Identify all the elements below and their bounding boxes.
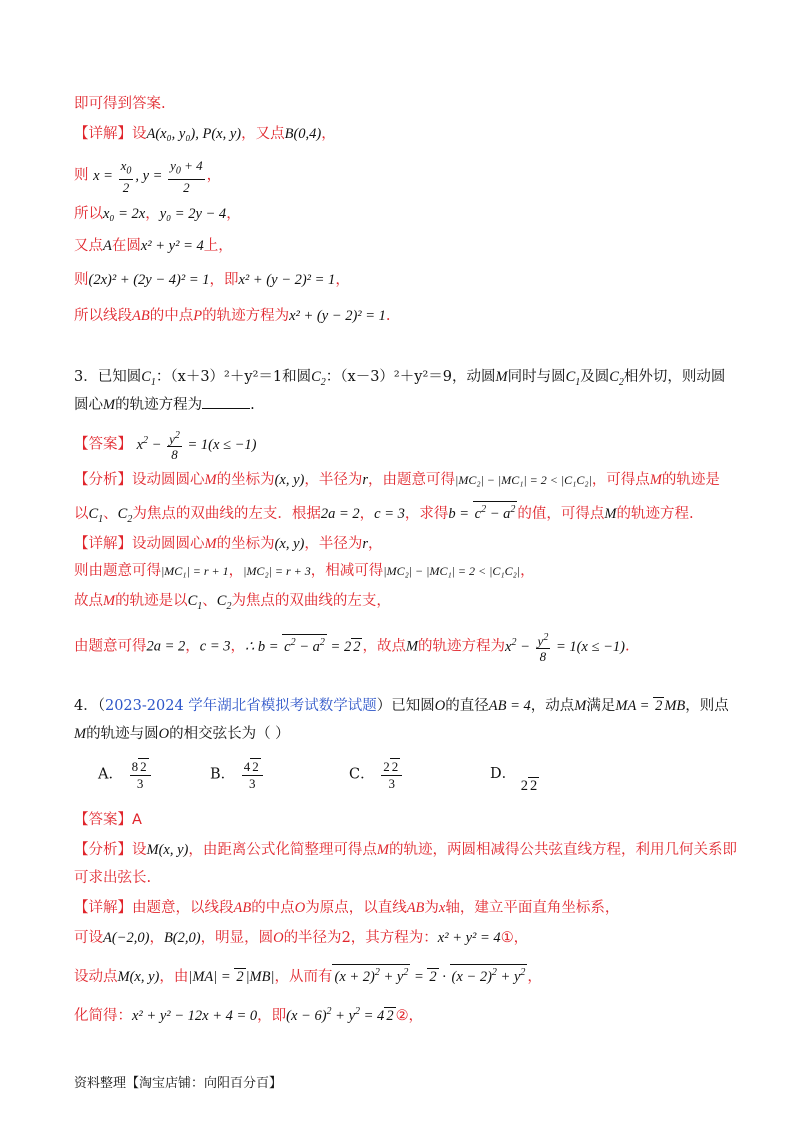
text: 上， xyxy=(203,238,233,254)
text: 的坐标为 xyxy=(216,472,275,488)
math-var: A xyxy=(103,238,112,254)
choice-label: C． xyxy=(349,766,375,783)
text: ，则点 xyxy=(685,698,729,714)
q4-detail-line-1 xyxy=(74,898,619,918)
choice-d[interactable] xyxy=(490,762,539,794)
math-condition: MA = 2 MB xyxy=(615,698,686,714)
text: 轴，建立平面直角坐标系， xyxy=(445,900,620,916)
text: ，故点 xyxy=(362,638,406,655)
text: 化简得： xyxy=(74,1007,132,1024)
math-var: M xyxy=(204,536,217,552)
text: 设动点 xyxy=(74,968,118,985)
math-var: $C_1$ xyxy=(565,369,581,388)
text: ， xyxy=(520,563,535,579)
text: 相外切，则动圆 xyxy=(623,369,726,385)
text: 设动圆圆心 xyxy=(132,536,205,552)
text: ①， xyxy=(500,930,529,946)
text: ，由距离公式化简整理可得点 xyxy=(188,842,377,858)
math-coord: (x, y) xyxy=(274,472,305,488)
math-coord: M(x, y) xyxy=(146,842,189,858)
math-midpoint-formula: x = $\frac{x_0}{2}$ , y = $\frac{y_0 + 4}{2}$ xyxy=(93,158,203,195)
choice-c-value: $\frac{2 2}{3}$ xyxy=(381,758,402,791)
text: 同时与圆 xyxy=(507,369,566,385)
text: 及圆 xyxy=(580,369,610,385)
text: ， xyxy=(226,206,241,222)
analysis-tag: 【分析】 xyxy=(74,472,132,488)
detail-tag: 【详解】 xyxy=(74,536,132,552)
text: ，即 xyxy=(257,1007,287,1024)
q3-analysis-line-2 xyxy=(74,501,694,530)
text: 可求出弦长. xyxy=(74,870,152,886)
text: 为原点，以直线 xyxy=(305,900,407,916)
math-2a: 2a = 2 xyxy=(146,638,186,655)
text: ， xyxy=(206,167,222,184)
text: 满足 xyxy=(586,698,616,714)
detail-line-2 xyxy=(74,158,221,195)
math-var: $C_1$ xyxy=(88,505,104,525)
choice-c[interactable] xyxy=(349,758,404,791)
math-y0: y₀ = 2y − 4 xyxy=(159,206,227,222)
text: ， xyxy=(335,272,350,288)
math-var: r xyxy=(362,536,369,552)
q3-detail-line-2 xyxy=(74,561,535,581)
math-var: M xyxy=(103,593,116,609)
math-var: M xyxy=(574,698,587,714)
text: 的轨迹方程为 xyxy=(202,308,290,324)
choice-b[interactable] xyxy=(210,758,265,791)
text: 为焦点的双曲线的左支， xyxy=(231,593,391,609)
q3-detail-line-4 xyxy=(74,630,630,664)
choice-b-value: $\frac{4 2}{3}$ xyxy=(242,758,263,791)
q3-detail-line-3 xyxy=(74,591,391,617)
text: ，可得点 xyxy=(591,472,650,488)
text: 已知圆 xyxy=(391,698,435,714)
math-locus: $x^2$ − $\frac{y^2}{8}$ = 1(x ≤ −1) xyxy=(505,632,625,665)
detail-line-1 xyxy=(74,124,336,144)
math-b-value: ∴ $b = c^2 - a^2 = 2$ 2 xyxy=(245,639,362,655)
math-var: M xyxy=(495,369,508,385)
math-var: P xyxy=(193,308,203,324)
math-var: M xyxy=(649,472,662,488)
text: ，半径为 xyxy=(304,536,363,552)
text: 的值，可得点 xyxy=(517,505,605,522)
text: ：（x＋3）²＋y²＝1和圆 xyxy=(155,369,312,385)
q4-detail-line-2 xyxy=(74,928,528,948)
detail-line-3 xyxy=(74,204,241,224)
text: 的直径 xyxy=(445,698,489,714)
math-point-b: B(2,0) xyxy=(163,930,201,946)
math-c: c = 3 xyxy=(199,638,231,655)
text: ，又点 xyxy=(241,126,285,142)
math-result: x² + (y − 2)² = 1 xyxy=(238,272,336,288)
text: 为 xyxy=(424,900,439,916)
math-mc2: |MC₂| = r + 3 xyxy=(243,564,311,578)
math-circle-o: x² + y² = 4 xyxy=(437,930,501,946)
choice-a-value: $\frac{8 2}{3}$ xyxy=(130,758,151,791)
text: 的轨迹是 xyxy=(661,472,720,488)
text: 、 xyxy=(202,593,217,609)
text: ，求得 xyxy=(404,505,449,522)
text: 由题意，以线段 xyxy=(132,900,234,916)
text: ，动点 xyxy=(530,698,575,714)
text: 则 xyxy=(74,167,89,184)
q3-detail-line-1 xyxy=(74,534,383,554)
text: ，明显，圆 xyxy=(200,930,274,946)
math-var: M xyxy=(604,505,617,522)
text: 的轨迹方程为 xyxy=(418,638,506,655)
radius-value: 2 xyxy=(341,930,351,946)
q4-number: 4．（ xyxy=(74,698,105,714)
q3-stem-line-2 xyxy=(74,394,255,415)
text: 的相交弦长为（ ） xyxy=(169,726,290,742)
text: ， xyxy=(185,638,200,655)
math-locus: x² + (y − 2)² = 1 xyxy=(289,308,386,324)
math-var: AB xyxy=(406,900,425,916)
answer-tag: 【答案】 xyxy=(74,812,132,828)
detail-line-4 xyxy=(74,236,233,256)
math-var: $C_2$ xyxy=(311,369,326,388)
math-answer: $x^2$ − $\frac{y^2}{8}$ = 1(x ≤ −1) xyxy=(136,430,257,463)
analysis-tag: 【分析】 xyxy=(74,842,132,858)
math-points: A(x₀, y₀), P(x, y) xyxy=(146,126,242,142)
choice-a[interactable] xyxy=(98,758,153,791)
q4-analysis-line-1 xyxy=(74,840,737,860)
answer-value: A xyxy=(132,812,142,828)
text: 所以线段 xyxy=(74,308,132,324)
q4-detail-line-3 xyxy=(74,964,542,987)
text: 设 xyxy=(132,126,147,142)
math-var: $C_2$ xyxy=(609,369,624,388)
q4-answer-line xyxy=(74,810,142,830)
text: ， xyxy=(359,505,375,522)
detail-line-5 xyxy=(74,270,350,290)
text: 的轨迹是以 xyxy=(115,593,188,609)
detail-tag: 【详解】 xyxy=(74,900,132,916)
text: ②， xyxy=(395,1007,424,1024)
math-condition: |MA| = 2 |MB| xyxy=(188,968,275,985)
text: 即可得到答案. xyxy=(74,96,166,112)
text: 在圆 xyxy=(111,238,141,254)
math-relation: |MC₂| − |MC₁| = 2 < |C₁C₂| xyxy=(455,473,592,487)
math-var: M xyxy=(405,638,419,655)
math-var: AB xyxy=(233,900,252,916)
text: ，由 xyxy=(159,968,189,985)
math-distance-equation: $(x + 2)^2 + y^2 = 2 \cdot (x - 2)^2 + y^2$ xyxy=(332,969,527,985)
text: ， xyxy=(527,968,542,985)
text: 的中点 xyxy=(149,308,194,324)
text: 则 xyxy=(74,272,89,288)
text: ：（x－3）²＋y²＝9，动圆 xyxy=(325,369,496,385)
math-var: $C_2$ xyxy=(216,593,232,612)
math-var: O xyxy=(273,930,284,946)
math-relation: |MC₂| − |MC₁| = 2 < |C₁C₂| xyxy=(383,564,521,578)
answer-blank xyxy=(202,394,250,409)
text: 设 xyxy=(132,842,147,858)
math-var: M xyxy=(376,842,389,858)
text: . xyxy=(250,397,255,413)
text: ， xyxy=(368,536,383,552)
text: ， xyxy=(228,563,244,579)
math-var: AB xyxy=(132,308,150,324)
math-var: $C_2$ xyxy=(117,505,133,525)
math-var: O xyxy=(434,698,446,714)
text: ， xyxy=(149,930,164,946)
math-x0: x₀ = 2x xyxy=(103,206,146,222)
choice-label: B． xyxy=(210,766,236,783)
text: 的坐标为 xyxy=(216,536,275,552)
q4-detail-line-4 xyxy=(74,1002,423,1026)
line-conclusion xyxy=(74,94,166,114)
text: 的轨迹，两圆相减得公共弦直线方程，利用几何关系即 xyxy=(388,842,737,858)
text: ， xyxy=(145,206,160,222)
q4-stem-line-1 xyxy=(74,696,729,716)
q4-stem-line-2 xyxy=(74,724,290,744)
text: 可设 xyxy=(74,930,103,946)
choice-label: A． xyxy=(98,766,123,783)
text: 、 xyxy=(103,505,118,522)
text: 的中点 xyxy=(251,900,295,916)
q3-answer-line xyxy=(74,428,257,462)
text: 的轨迹与圆 xyxy=(86,726,159,742)
text: 故点 xyxy=(74,593,103,609)
math-var: M xyxy=(74,726,87,742)
detail-tag: 【详解】 xyxy=(74,126,132,142)
footer-source: 资料整理【淘宝店铺：向阳百分百】 xyxy=(74,1076,283,1091)
math-mc1: |MC₁| = r + 1 xyxy=(161,564,229,578)
q4-source: 2023-2024 学年湖北省模拟考试数学试题 xyxy=(104,698,377,714)
math-substitution: (2x)² + (2y − 4)² = 1 xyxy=(88,272,210,288)
math-diameter: AB = 4 xyxy=(488,698,531,714)
text: 所以 xyxy=(74,206,103,222)
math-var: $C_1$ xyxy=(187,593,203,612)
text: ，其方程为： xyxy=(350,930,438,946)
math-var: O xyxy=(294,900,306,916)
text: 圆心 xyxy=(74,397,103,413)
text: 则由题意可得 xyxy=(74,563,161,579)
text: 的轨迹方程为 xyxy=(115,397,203,413)
text: ， xyxy=(321,126,336,142)
text: ， xyxy=(230,638,246,655)
text: ，半径为 xyxy=(304,472,363,488)
text: ，由题意可得 xyxy=(368,472,456,488)
math-circle: x² + y² = 4 xyxy=(140,238,204,254)
text: ） xyxy=(376,698,392,714)
answer-tag: 【答案】 xyxy=(74,436,132,453)
text: ，即 xyxy=(209,272,239,288)
text: 由题意可得 xyxy=(74,638,147,655)
text: 的半径为 xyxy=(283,930,342,946)
math-circle-m: $(x - 6)^2 + y^2 = 4$ 2 xyxy=(286,1006,394,1024)
q3-analysis-line-1 xyxy=(74,470,720,490)
math-simplified: x² + y² − 12x + 4 = 0 xyxy=(132,1007,258,1024)
math-coord: (x, y) xyxy=(274,536,305,552)
math-var: M xyxy=(204,472,217,488)
math-point-a: A(−2,0) xyxy=(103,930,150,946)
text: ，相减可得 xyxy=(310,563,384,579)
text: . xyxy=(624,638,630,655)
text: 为焦点的双曲线的左支．根据 xyxy=(132,505,321,522)
text: . xyxy=(385,308,391,324)
math-point-b: B(0,4) xyxy=(284,126,322,142)
text: 又点 xyxy=(74,238,103,254)
math-var: x xyxy=(438,900,446,916)
choice-label: D． xyxy=(490,766,517,782)
q3-number: 3．已知圆 xyxy=(74,369,142,385)
q4-analysis-line-2 xyxy=(74,868,151,888)
math-var: $C_1$ xyxy=(141,369,156,388)
q3-stem-line-1 xyxy=(74,367,725,393)
detail-line-6 xyxy=(74,306,391,326)
math-var: r xyxy=(362,472,369,488)
text: 以 xyxy=(74,505,89,522)
text: 的轨迹方程. xyxy=(616,505,694,522)
math-coord: M(x, y) xyxy=(117,968,160,985)
math-var: O xyxy=(158,726,170,742)
math-var: M xyxy=(103,397,116,413)
math-b: $b = c^2 - a^2$ xyxy=(448,506,517,522)
choice-d-value: 2 2 xyxy=(520,778,538,794)
text: ，从而有 xyxy=(274,968,333,985)
math-2a: 2a = 2 xyxy=(320,505,360,522)
text: 设动圆圆心 xyxy=(132,472,205,488)
math-c: c = 3 xyxy=(374,505,405,522)
